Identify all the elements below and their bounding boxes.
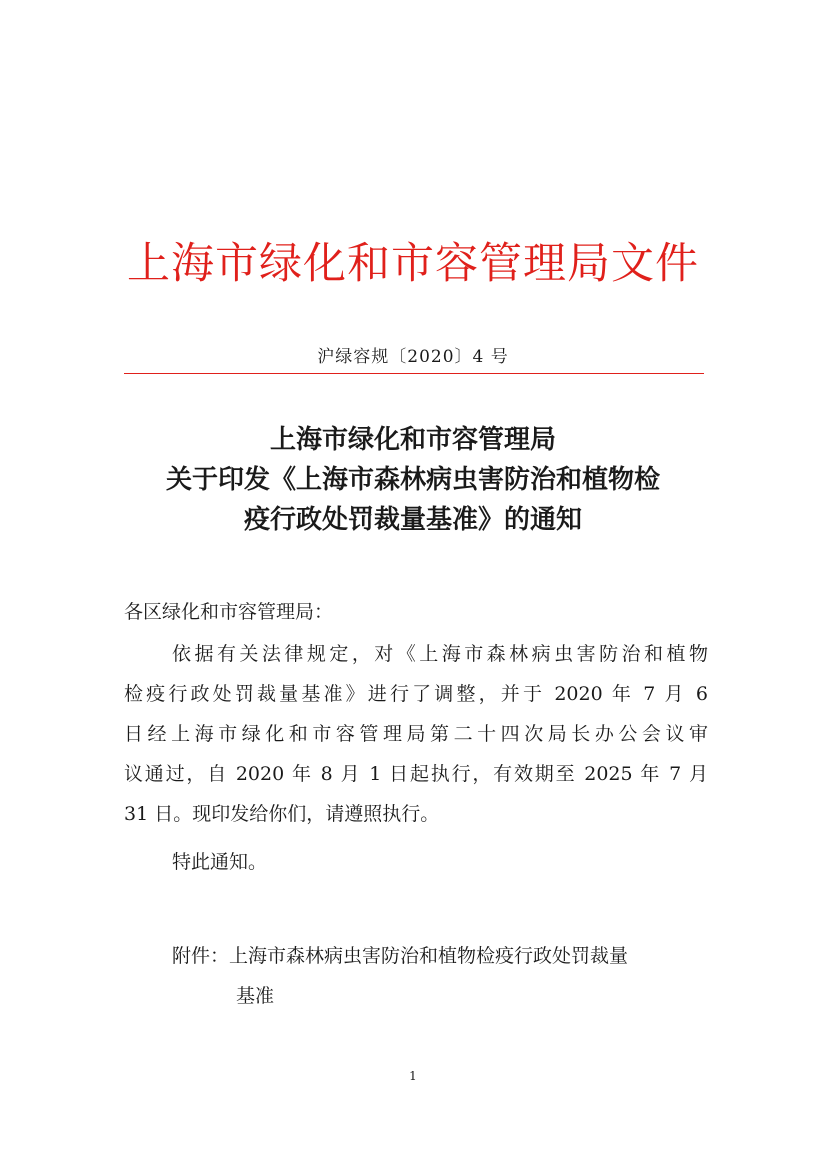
salutation: 各区绿化和市容管理局： <box>124 601 334 623</box>
document-title <box>100 420 726 540</box>
attachment-line-2: 基准 <box>236 985 275 1007</box>
paragraph-line: 依据有关法律规定，对《上海市森林病虫害防治和植物 <box>172 643 708 665</box>
paragraph-line: 检疫行政处罚裁量基准》进行了调整，并于 2020 年 7 月 6 <box>124 683 708 705</box>
title-line-3: 疫行政处罚裁量基准》的通知 <box>243 505 582 535</box>
paragraph-line: 议通过，自 2020 年 8 月 1 日起执行，有效期至 2025 年 7 月 <box>124 763 708 785</box>
closing-remark: 特此通知。 <box>172 851 268 873</box>
attachment-note <box>172 936 756 1016</box>
document-number: 沪绿容规〔2020〕4 号 <box>317 347 509 367</box>
paragraph-line: 31 日。现印发给你们，请遵照执行。 <box>124 803 440 825</box>
title-line-1: 上海市绿化和市容管理局 <box>269 425 556 455</box>
page-number: 1 <box>409 1069 417 1083</box>
issuer-masthead: 上海市绿化和市容管理局文件 <box>127 239 699 289</box>
red-separator-line <box>124 373 704 374</box>
attachment-line-1: 附件：上海市森林病虫害防治和植物检疫行政处罚裁量 <box>172 945 629 967</box>
paragraph-line: 日经上海市绿化和市容管理局第二十四次局长办公会议审 <box>124 723 708 745</box>
body-paragraph <box>124 634 708 834</box>
title-line-2: 关于印发《上海市森林病虫害防治和植物检 <box>165 465 660 495</box>
